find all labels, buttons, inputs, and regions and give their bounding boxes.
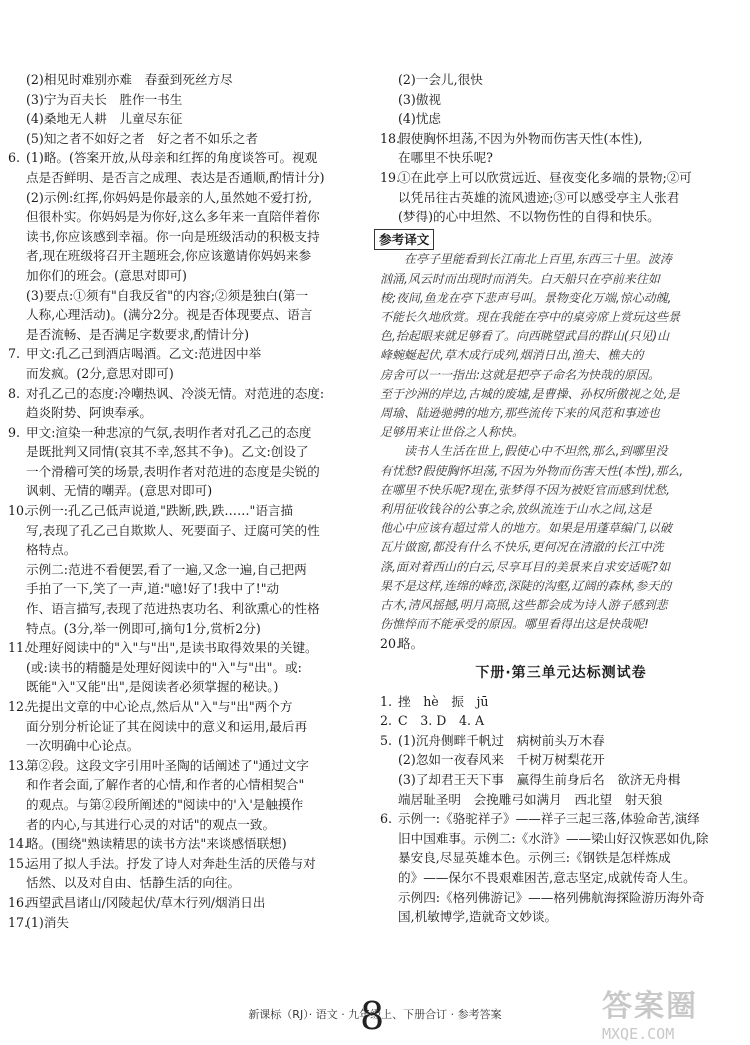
answer-number: 10.: [8, 503, 29, 519]
translation-line: 房舍可以一一指出:这就是把亭子命名为快哉的原因。: [380, 367, 661, 382]
translation-line: 他心中应该有超过常人的地方。如果是用蓬草编门,以破: [380, 521, 672, 536]
translation-line: 伤憔悴而不能承受的原因。哪里看得出这是快哉呢!: [380, 617, 649, 632]
answer-line: (3)宁为百夫长 胜作一书生: [26, 91, 183, 107]
answer-line: 挫 hè 振 jū: [398, 693, 489, 709]
answer-line: (3)要点:①须有"自我反省"的内容;②须是独白(第一: [26, 287, 309, 303]
answer-item: [8, 384, 368, 423]
answer-number: 5.: [380, 732, 393, 748]
answer-line: 的观点。与第②段所阐述的"阅读中的'入'是触摸作: [26, 796, 304, 812]
answer-item: [8, 638, 368, 697]
answer-line: 手拍了一下,笑了一声,道:"噫!好了!我中了!"动: [26, 581, 280, 597]
answer-number: 15.: [8, 855, 29, 871]
translation-line: 足够用来让世俗之人称快。: [380, 425, 525, 440]
answer-line: 第②段。这段文字引用叶圣陶的话阐述了"通过文字: [26, 757, 309, 773]
answer-number: 1.: [380, 693, 393, 709]
translation-line: 利用征收钱谷的公事之余,放纵流连于山水之间,这是: [380, 501, 652, 516]
page-footer: 新课标（RJ）· 语文 · 九年级上、下册合订 · 参考答案: [248, 1008, 502, 1021]
right-column: [380, 70, 742, 927]
translation-line: 周瑜、陆逊驰骋的地方,那些流传下来的风范和事迹也: [380, 405, 660, 420]
answer-item: [8, 834, 368, 854]
translation-line: 不能长久地欣赏。现在我能在亭中的桌旁席上赏玩这些景: [380, 309, 681, 324]
answer-item: [380, 809, 742, 927]
answer-line: 在哪里不快乐呢?: [398, 150, 493, 166]
answer-item: [8, 913, 368, 933]
answer-line: 的》——保尔不畏艰难困苦,意志坚定,成就传奇人生。: [398, 869, 696, 885]
answer-line: 以凭吊往古英雄的流风遗迹;③可以感受亭主人张君: [398, 189, 680, 205]
answer-line: 一次明确中心论点。: [26, 738, 140, 754]
answer-20: [380, 634, 742, 654]
answer-line: C 3. D 4. A: [398, 713, 485, 729]
answer-line: (2)忽如一夜春风来 千树万树梨花开: [398, 752, 605, 768]
answer-line: 旧中国难事。示例二:《水浒》——梁山好汉恢恶如仇,除: [398, 830, 709, 846]
answer-line: 暴安良,尽显英雄本色。示例三:《钢铁是怎样炼成: [398, 850, 671, 866]
translation-line: 有忧愁?假使胸怀坦荡,不因为外物而伤害天性(本性),那么,: [380, 463, 684, 478]
answer-line: 略。(围绕"熟读精思的读书方法"来谈感悟联想): [26, 836, 287, 852]
left-column: [8, 70, 368, 932]
translation-line: 在亭子里能看到长江南北上百里,东西三十里。波涛: [380, 252, 672, 267]
answer-line: (5)知之者不如好之者 好之者不如乐之者: [26, 130, 258, 146]
translation-line: 果不是这样,连绵的峰峦,深陡的沟壑,辽阔的森林,参天的: [380, 578, 672, 593]
answer-line: (梦得)的心中坦然、不以物伤性的自得和快乐。: [398, 209, 660, 225]
answer-line: 对孔乙己的态度:冷嘲热讽、冷淡无情。对范进的态度:: [26, 385, 325, 401]
answer-line: 假使胸怀坦荡,不因为外物而伤害天性(本性),: [398, 130, 643, 146]
answer-item: [380, 634, 742, 654]
answer-line: 国,机敏博学,造就奇文妙谈。: [398, 909, 558, 925]
answer-line: 作、语言描写,表现了范进热衷功名、利欲熏心的性格: [26, 601, 320, 617]
translation-line: 至于沙洲的岸边,古城的废墟,是曹操、孙权所傲视之处,是: [380, 386, 680, 401]
answer-line: 格特点。: [26, 542, 77, 558]
answer-number: 6.: [8, 150, 21, 166]
answer-item: [8, 893, 368, 913]
answer-item: [380, 711, 742, 731]
answer-line: (2)一会儿,很快: [398, 72, 483, 87]
answer-line: (或:读书的精髓是处理好阅读中的"入"与"出"。或:: [26, 659, 302, 675]
answer-number: 20.: [380, 636, 401, 652]
right-top-answers: [380, 70, 742, 227]
answer-number: 2.: [380, 713, 393, 729]
translation-line: 瓦片做窗,都没有什么不快乐,更何况在清澈的长江中洗: [380, 540, 664, 555]
answer-number: 18.: [380, 130, 401, 146]
answer-line: 示例一:孔乙己低声说道,"跌断,跌,跌……"语言描: [26, 503, 294, 519]
answer-item: [8, 854, 368, 893]
answer-number: 11.: [8, 640, 29, 656]
answer-line: (1)沉舟侧畔千帆过 病树前头万木春: [398, 732, 605, 748]
translation-line: 古木,清风摇撼,明月高照,这些都会成为诗人游子感到悲: [380, 598, 668, 612]
answer-item: [8, 756, 368, 834]
answer-line: 讽刺、无情的嘲弄。(意思对即可): [26, 483, 213, 499]
answer-line: 处理好阅读中的"入"与"出",是读书取得效果的关键。: [26, 640, 318, 656]
reference-translation-heading: 参考译文: [374, 229, 434, 251]
answer-item: [8, 148, 368, 344]
answer-number: 9.: [8, 424, 21, 440]
watermark-url: MXQE.COM: [602, 1025, 675, 1043]
page-number: 8: [360, 994, 385, 1038]
answer-line: 者的内心,与其进行心灵的对话"的观点一致。: [26, 816, 276, 832]
answer-item: [380, 70, 742, 129]
answer-item: [8, 697, 368, 756]
answer-line: (2)示例:红挥,你妈妈是你最亲的人,虽然她不爱打扮,: [26, 189, 312, 205]
reference-translation: [380, 250, 742, 634]
answer-line: 人称,心理活动)。(满分2分。视是否体现要点、语言: [26, 307, 313, 323]
answer-line: 示例二:范进不看便罢,看了一遍,又念一遍,自己把两: [26, 561, 307, 577]
answer-line: 甲文:孔乙己到酒店喝酒。乙文:范进因中举: [26, 346, 262, 362]
watermark-text: 答案圈: [602, 989, 698, 1024]
answer-line: 加你们的班会。(意思对即可): [26, 267, 187, 283]
translation-line: 读书人生活在世上,假使心中不坦然,那么,到哪里没: [380, 444, 668, 459]
answer-item: [380, 168, 742, 227]
answer-number: 17.: [8, 914, 29, 930]
answer-line: (3)了却君王天下事 赢得生前身后名 欲济无舟楫: [398, 771, 681, 787]
answer-item: [8, 344, 368, 383]
answer-line: 特点。(3分,举一例即可,摘句1分,赏析2分): [26, 620, 261, 636]
answer-line: 趋炎附势、阿谀奉承。: [26, 405, 152, 421]
answer-line: 示例四:《格列佛游记》——格列佛航海探险游历海外奇: [398, 889, 705, 905]
translation-line: 汹涌,风云时而出现时而消失。白天船只在亭前来往如: [380, 271, 660, 286]
answer-line: 点是否鲜明、是否言之成理、表达是否通顺,酌情计分): [26, 169, 325, 185]
answer-line: 而发疯。(2分,意思对即可): [26, 365, 174, 381]
answer-line: 恬然、以及对自由、恬静生活的向往。: [26, 875, 241, 891]
answer-line: 先提出文章的中心论点,然后从"入"与"出"两个方: [26, 699, 293, 714]
answer-line: 但很朴实。你妈妈是为你好,这么多年来一直陪伴着你: [26, 209, 320, 225]
answer-line: (4)忧虑: [398, 111, 442, 127]
answer-line: 端居耻圣明 会挽雕弓如满月 西北望 射天狼: [398, 791, 663, 807]
answer-item: [380, 731, 742, 809]
answer-line: ①在此亭上可以欣赏远近、昼夜变化多端的景物;②可: [398, 169, 692, 185]
answer-line: 是既批判又同情(哀其不幸,怒其不争)。乙文:创设了: [26, 444, 309, 460]
answer-item: [8, 70, 368, 148]
answer-line: (1)略。(答案开放,从母亲和红挥的角度谈答可。视观: [26, 150, 318, 166]
section-title: 下册·第三单元达标测试卷: [475, 665, 647, 681]
answer-line: 读书,你应该感到幸福。你一向是班级活动的积极支持: [26, 228, 320, 244]
translation-line: 在哪里不快乐呢?现在,张梦得不因为被贬官而感到忧愁,: [380, 482, 671, 497]
translation-line: 涤,面对着西山的白云,尽享耳目的美景来自求安适呢?如: [380, 559, 671, 574]
answer-line: 写,表现了孔乙己自欺欺人、死要面子、迂腐可笑的性: [26, 522, 320, 538]
answer-number: 19.: [380, 169, 401, 185]
answer-number: 13.: [8, 757, 29, 773]
answer-line: 者,现在班级将召开主题班会,你应该邀请你妈妈来参: [26, 248, 312, 264]
answer-item: [380, 129, 742, 168]
answer-number: 16.: [8, 894, 29, 910]
answer-item: [8, 501, 368, 638]
answer-number: 7.: [8, 346, 21, 362]
translation-line: 峰蜿蜒起伏,草木成行成列,烟消日出,渔夫、樵夫的: [380, 348, 644, 363]
answer-line: (1)消失: [26, 914, 70, 930]
answer-item: [8, 423, 368, 501]
answer-line: 既能"入"又能"出",是阅读者必须掌握的秘诀。): [26, 679, 279, 695]
unit-test-answers: [380, 692, 742, 927]
answer-line: (4)桑地无人耕 儿童尽东征: [26, 111, 183, 127]
answer-number: 12.: [8, 699, 29, 714]
answer-line: 运用了拟人手法。抒发了诗人对奔赴生活的厌倦与对: [26, 855, 316, 871]
answer-line: 西望武昌诸山/冈陵起伏/草木行列/烟消日出: [26, 894, 266, 910]
answer-item: [380, 692, 742, 712]
translation-line: 梭;夜间,鱼龙在亭下悲声号叫。景物变化万端,惊心动魄,: [380, 290, 672, 305]
answer-line: 甲文:渲染一种悲凉的气氛,表明作者对孔乙己的态度: [26, 424, 312, 440]
answer-line: (2)相见时难别亦难 春蚕到死丝方尽: [26, 72, 233, 87]
answer-number: 14.: [8, 836, 29, 852]
translation-line: 色,抬起眼来就足够看了。向西眺望武昌的群山(只见)山: [380, 329, 670, 344]
answer-line: 面分别分析论证了其在阅读中的意义和运用,最后再: [26, 718, 308, 734]
answer-line: 一个滑稽可笑的场景,表明作者对范进的态度是尖锐的: [26, 463, 320, 479]
answer-line: 略。: [398, 636, 424, 652]
answer-line: (3)傲视: [398, 91, 442, 107]
answer-number: 8.: [8, 385, 21, 401]
watermark-logo: [602, 981, 742, 1043]
answer-line: 是否流畅、是否满足字数要求,酌情计分): [26, 326, 250, 342]
answer-line: 示例一:《骆驼祥子》——祥子三起三落,体验命苦,演绎: [398, 811, 700, 827]
answer-line: 和作者会面,了解作者的心情,和作者的心情相契合": [26, 777, 305, 793]
answer-number: 6.: [380, 811, 393, 827]
